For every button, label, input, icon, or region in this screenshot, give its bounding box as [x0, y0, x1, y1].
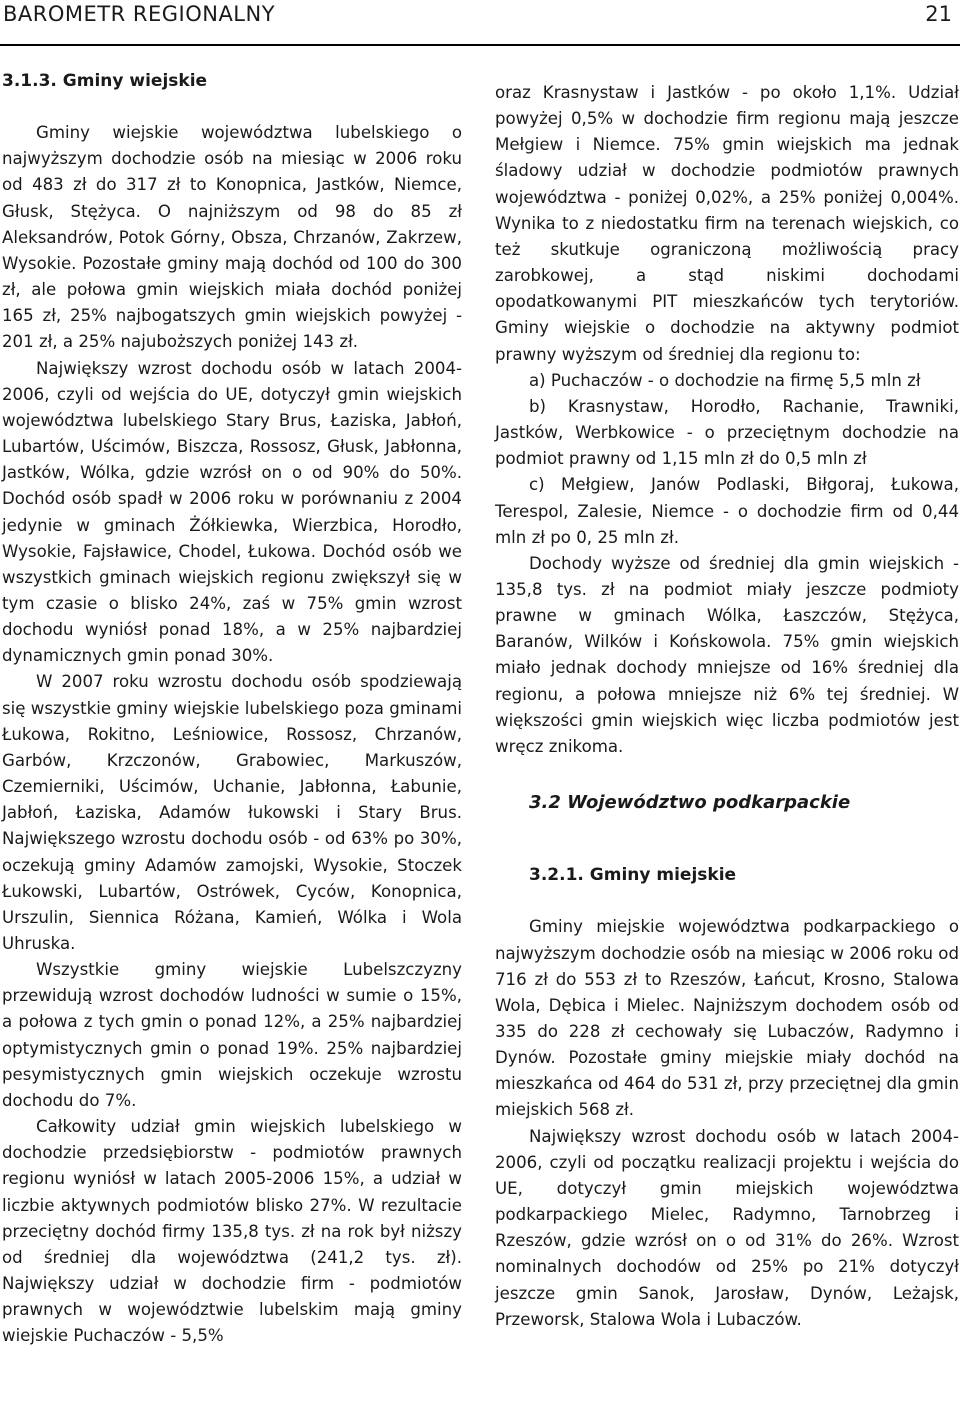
list-item: a) Puchaczów - o dochodzie na firmę 5,5 mln zł — [529, 370, 921, 390]
paragraph: Największy wzrost dochodu osób w latach 2004-2006, czyli od wejścia do UE, dotyczył gmin wiejskich województwa lubelskiego Stary Brus, Łaziska, Jabłoń, Lubartów, Uścimów, Biszcza, Rossosz, Głusk, Jabłonna, Jastków, Wólka, gdzie wzrósł on o od 90% do 50%. Dochód osób spadł w 2006 roku w porównaniu z 2004 jedynie w gminach Żółkiewka, Wierzbica, Horodło, Wysokie, Fajsławice, Chodel, Łukowa. Dochód osób we wszystkich gminach wiejskich regionu zwiększył się w tym czasie o blisko 24%, zaś w 75% gmin wzrost dochodu wyniósł ponad 18%, a w 25% najbardziej dynamicznych gmin ponad 30%. — [2, 358, 462, 666]
paragraph: Największy wzrost dochodu osób w latach 2004-2006, czyli od początku realizacji projektu i wejścia do UE, dotyczył gmin miejskich województwa podkarpackiego Mielec, Radymno, Tarnobrzeg i Rzeszów, gdzie wzrósł on o od 31% do 26%. Wzrost nominalnych dochodów od 25% po 21% dotyczył jeszcze gmin Sanok, Jarosław, Dynów, Leżajsk, Przeworsk, Stalowa Wola i Lubaczów. — [495, 1126, 959, 1329]
paragraph: Wszystkie gminy wiejskie Lubelszczyzny przewidują wzrost dochodów ludności w sumie o 15%, a połowa z tych gmin o ponad 12%, a 25% najbardziej optymistycznych gmin o ponad 19%. 25% najbardziej pesymistycznych gmin wiejskich oczekuje wzrostu dochodu do 7%. — [2, 960, 462, 1110]
paragraph: Dochody wyższe od średniej dla gmin wiejskich - 135,8 tys. zł na podmiot miały jeszcze podmioty prawne w gminach Wólka, Łaszczów, Stężyca, Baranów, Wilków i Końskowola. 75% gmin wiejskich miało jednak dochody mniejsze od 16% średniej dla regionu, a połowa mniejsze niż 6% tej średniej. W większości gmin wiejskich więc liczba podmiotów jest wręcz znikoma. — [495, 553, 959, 756]
page-header — [0, 0, 960, 46]
page-number: 21 — [925, 2, 952, 26]
left-column — [2, 68, 462, 1350]
chapter-heading: 3.2 Województwo podkarpackie — [529, 792, 851, 814]
paragraph: W 2007 roku wzrostu dochodu osób spodziewają się wszystkie gminy wiejskie lubelskiego poza gminami Łukowa, Rokitno, Leśniowice, Rossosz, Chrzanów, Garbów, Krzczonów, Grabowiec, Markuszów, Czemierniki, Uścimów, Uchanie, Jabłonna, Łabunie, Jabłoń, Łaziska, Adamów łukowski i Stary Brus. Największego wzrostu dochodu osób - od 63% po 30%, oczekują gminy Adamów zamojski, Wysokie, Stoczek Łukowski, Lubartów, Ostrówek, Cyców, Konopnica, Urszulin, Siennica Różana, Kamień, Wólka i Wola Uhruska. — [2, 672, 462, 953]
section-heading: 3.1.3. Gminy wiejskie — [2, 71, 208, 91]
paragraph: Całkowity udział gmin wiejskich lubelskiego w dochodzie przedsiębiorstw - podmiotów prawnych regionu wyniósł w latach 2005-2006 15%, a udział w liczbie aktywnych podmiotów blisko 27%. W rezultacie przeciętny dochód firmy 135,8 tys. zł na rok był niższy od średniej dla województwa (241,2 tys. zł). Największy udział w dochodzie firm - podmiotów prawnych w województwie lubelskim mają gminy wiejskie Puchaczów - 5,5% — [2, 1117, 462, 1346]
list-item: c) Mełgiew, Janów Podlaski, Biłgoraj, Łukowa, Terespol, Zalesie, Niemce - o dochodzie firm od 0,44 mln zł po 0, 25 mln zł. — [495, 475, 959, 547]
subsection-heading: 3.2.1. Gminy miejskie — [529, 865, 737, 886]
publication-title: BAROMETR REGIONALNY — [3, 2, 276, 26]
paragraph: oraz Krasnystaw i Jastków - po około 1,1%. Udział powyżej 0,5% w dochodzie firm regionu mają jeszcze Mełgiew i Niemce. 75% gmin wiejskich ma jednak śladowy udział w dochodzie podmiotów prawnych województwa - poniżej 0,02%, a 25% poniżej 0,004%. Wynika to z niedostatku firm na terenach wiejskich, co też skutkuje ograniczoną możliwością pracy zarobkowej, a stąd niskimi dochodami opodatkowanymi PIT mieszkańców tych terytoriów. Gminy wiejskie o dochodzie na aktywny podmiot prawny wyższym od średniej dla regionu to: — [495, 83, 959, 364]
paragraph: Gminy miejskie województwa podkarpackiego o najwyższym dochodzie osób na miesiąc w 2006 roku od 716 zł do 553 zł to Rzeszów, Łańcut, Krosno, Stalowa Wola, Dębica i Mielec. Najniższym dochodem osób od 335 do 228 zł cechowały się Lubaczów, Radymno i Dynów. Pozostałe gminy miejskie miały dochód na mieszkańca od 464 do 531 zł, przy przeciętnej dla gmin miejskich 568 zł. — [495, 917, 959, 1120]
right-column — [495, 80, 959, 1333]
paragraph: Gminy wiejskie województwa lubelskiego o najwyższym dochodzie osób na miesiąc w 2006 roku od 483 zł do 317 zł to Konopnica, Jastków, Niemce, Głusk, Stężyca. O najniższym od 98 do 85 zł Aleksandrów, Potok Górny, Obsza, Chrzanów, Zakrzew, Wysokie. Pozostałe gminy mają dochód od 100 do 300 zł, ale połowa gmin wiejskich miała dochód poniżej 165 zł, 25% najbogatszych gmin wiejskich powyżej - 201 zł, a 25% najuboższych poniżej 143 zł. — [2, 123, 462, 352]
list-item: b) Krasnystaw, Horodło, Rachanie, Trawniki, Jastków, Werbkowice - o przeciętnym dochodzie na podmiot prawny od 1,15 mln zł do 0,5 mln zł — [495, 396, 959, 469]
